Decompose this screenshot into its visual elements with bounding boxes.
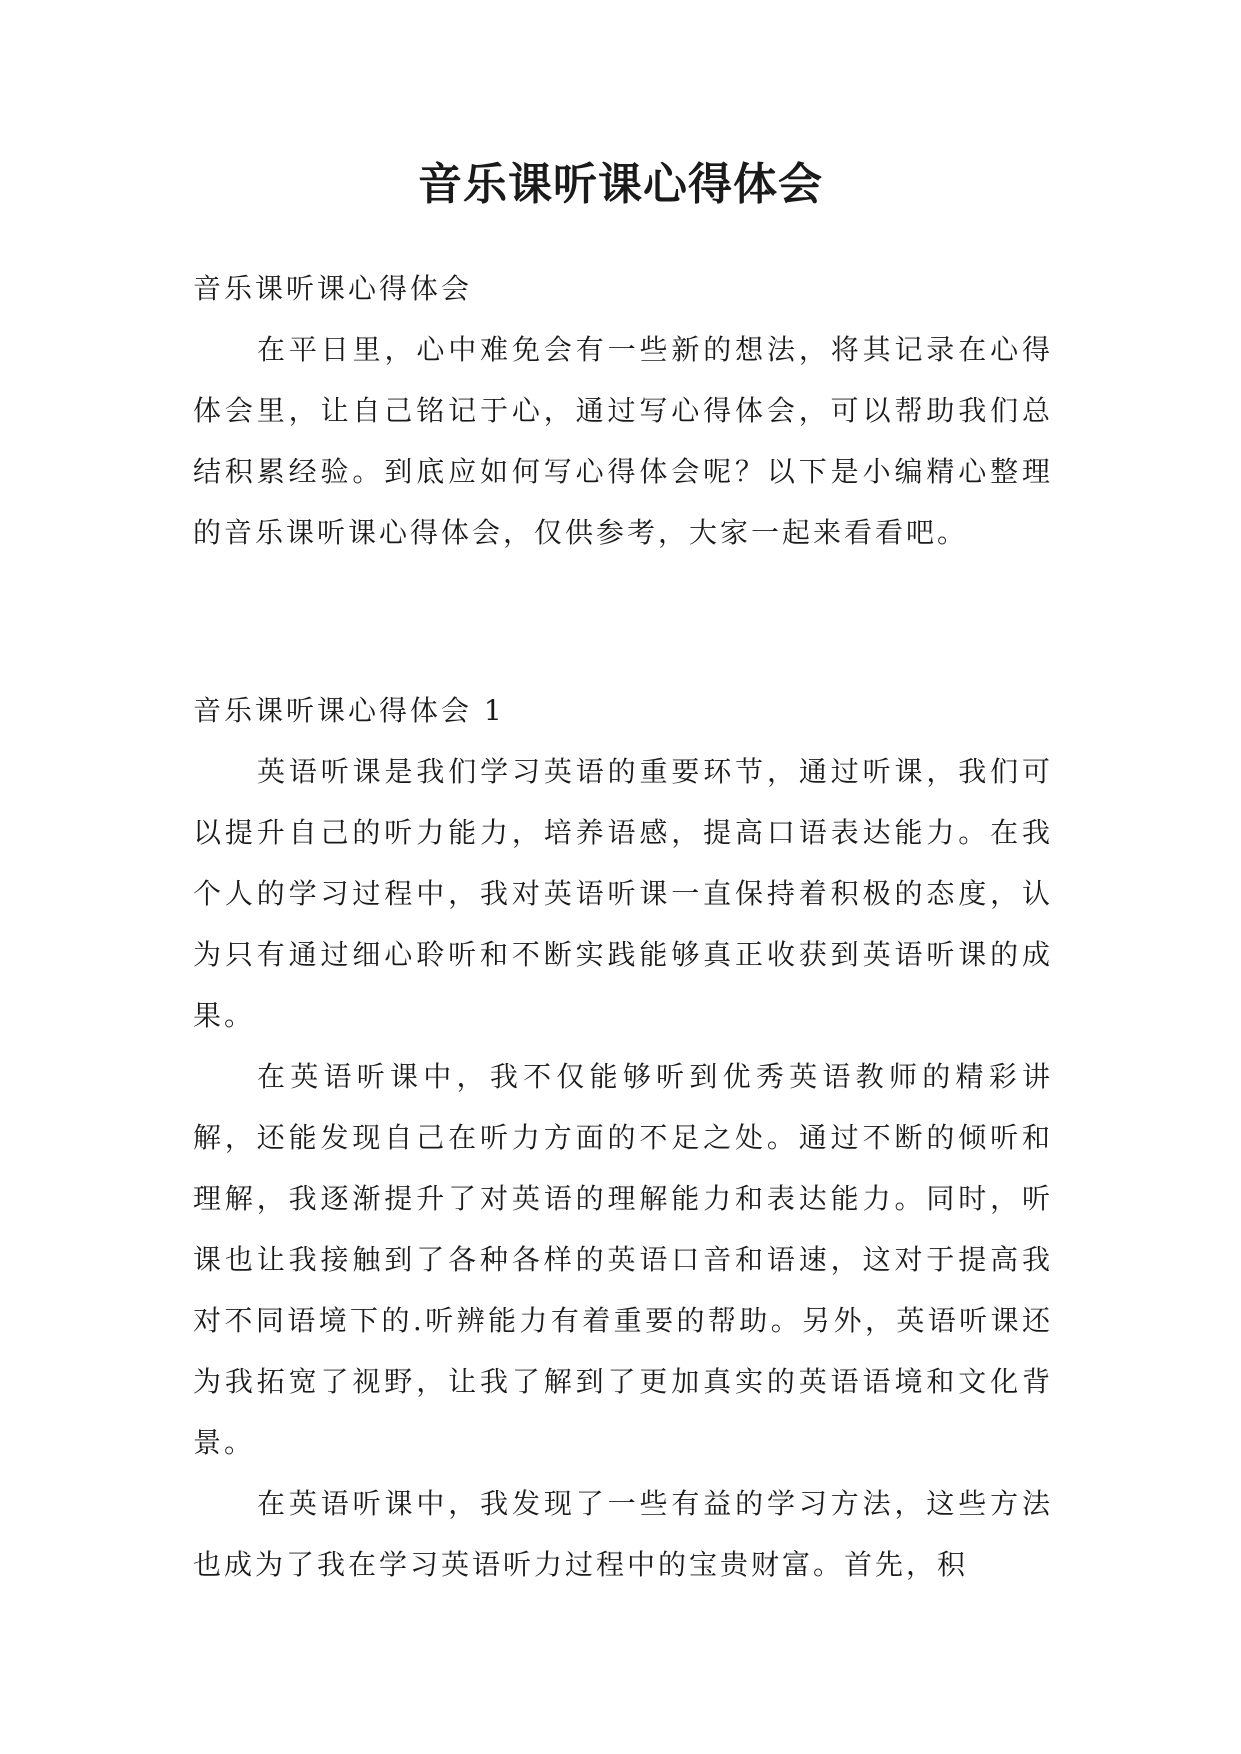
section-1 — [193, 680, 1053, 1595]
intro-paragraph: 在平日里，心中难免会有一些新的想法，将其记录在心得体会里，让自己铭记于心，通过写心得体会，可以帮助我们总结积累经验。到底应如何写心得体会呢？以下是小编精心整理的音乐课听课心得体会，仅供参考，大家一起来看看吧。 — [193, 333, 1053, 549]
section-1-paragraph-2: 在英语听课中，我不仅能够听到优秀英语教师的精彩讲解，还能发现自己在听力方面的不足之处。通过不断的倾听和理解，我逐渐提升了对英语的理解能力和表达能力。同时，听课也让我接触到了各种各样的英语口音和语速，这对于提高我对不同语境下的.听辨能力有着重要的帮助。另外，英语听课还为我拓宽了视野，让我了解到了更加真实的英语语境和文化背景。 — [193, 1060, 1053, 1459]
document-title: 音乐课听课心得体会 — [418, 159, 823, 210]
intro-section — [193, 258, 1053, 563]
section-1-heading: 音乐课听课心得体会 1 — [193, 694, 505, 727]
section-1-paragraph-1: 英语听课是我们学习英语的重要环节，通过听课，我们可以提升自己的听力能力，培养语感，提高口语表达能力。在我个人的学习过程中，我对英语听课一直保持着积极的态度，认为只有通过细心聆听和不断实践能够真正收获到英语听课的成果。 — [193, 755, 1053, 1032]
section-1-paragraph-3: 在英语听课中，我发现了一些有益的学习方法，这些方法也成为了我在学习英语听力过程中的宝贵财富。首先，积 — [193, 1487, 1053, 1581]
intro-heading: 音乐课听课心得体会 — [193, 272, 473, 305]
